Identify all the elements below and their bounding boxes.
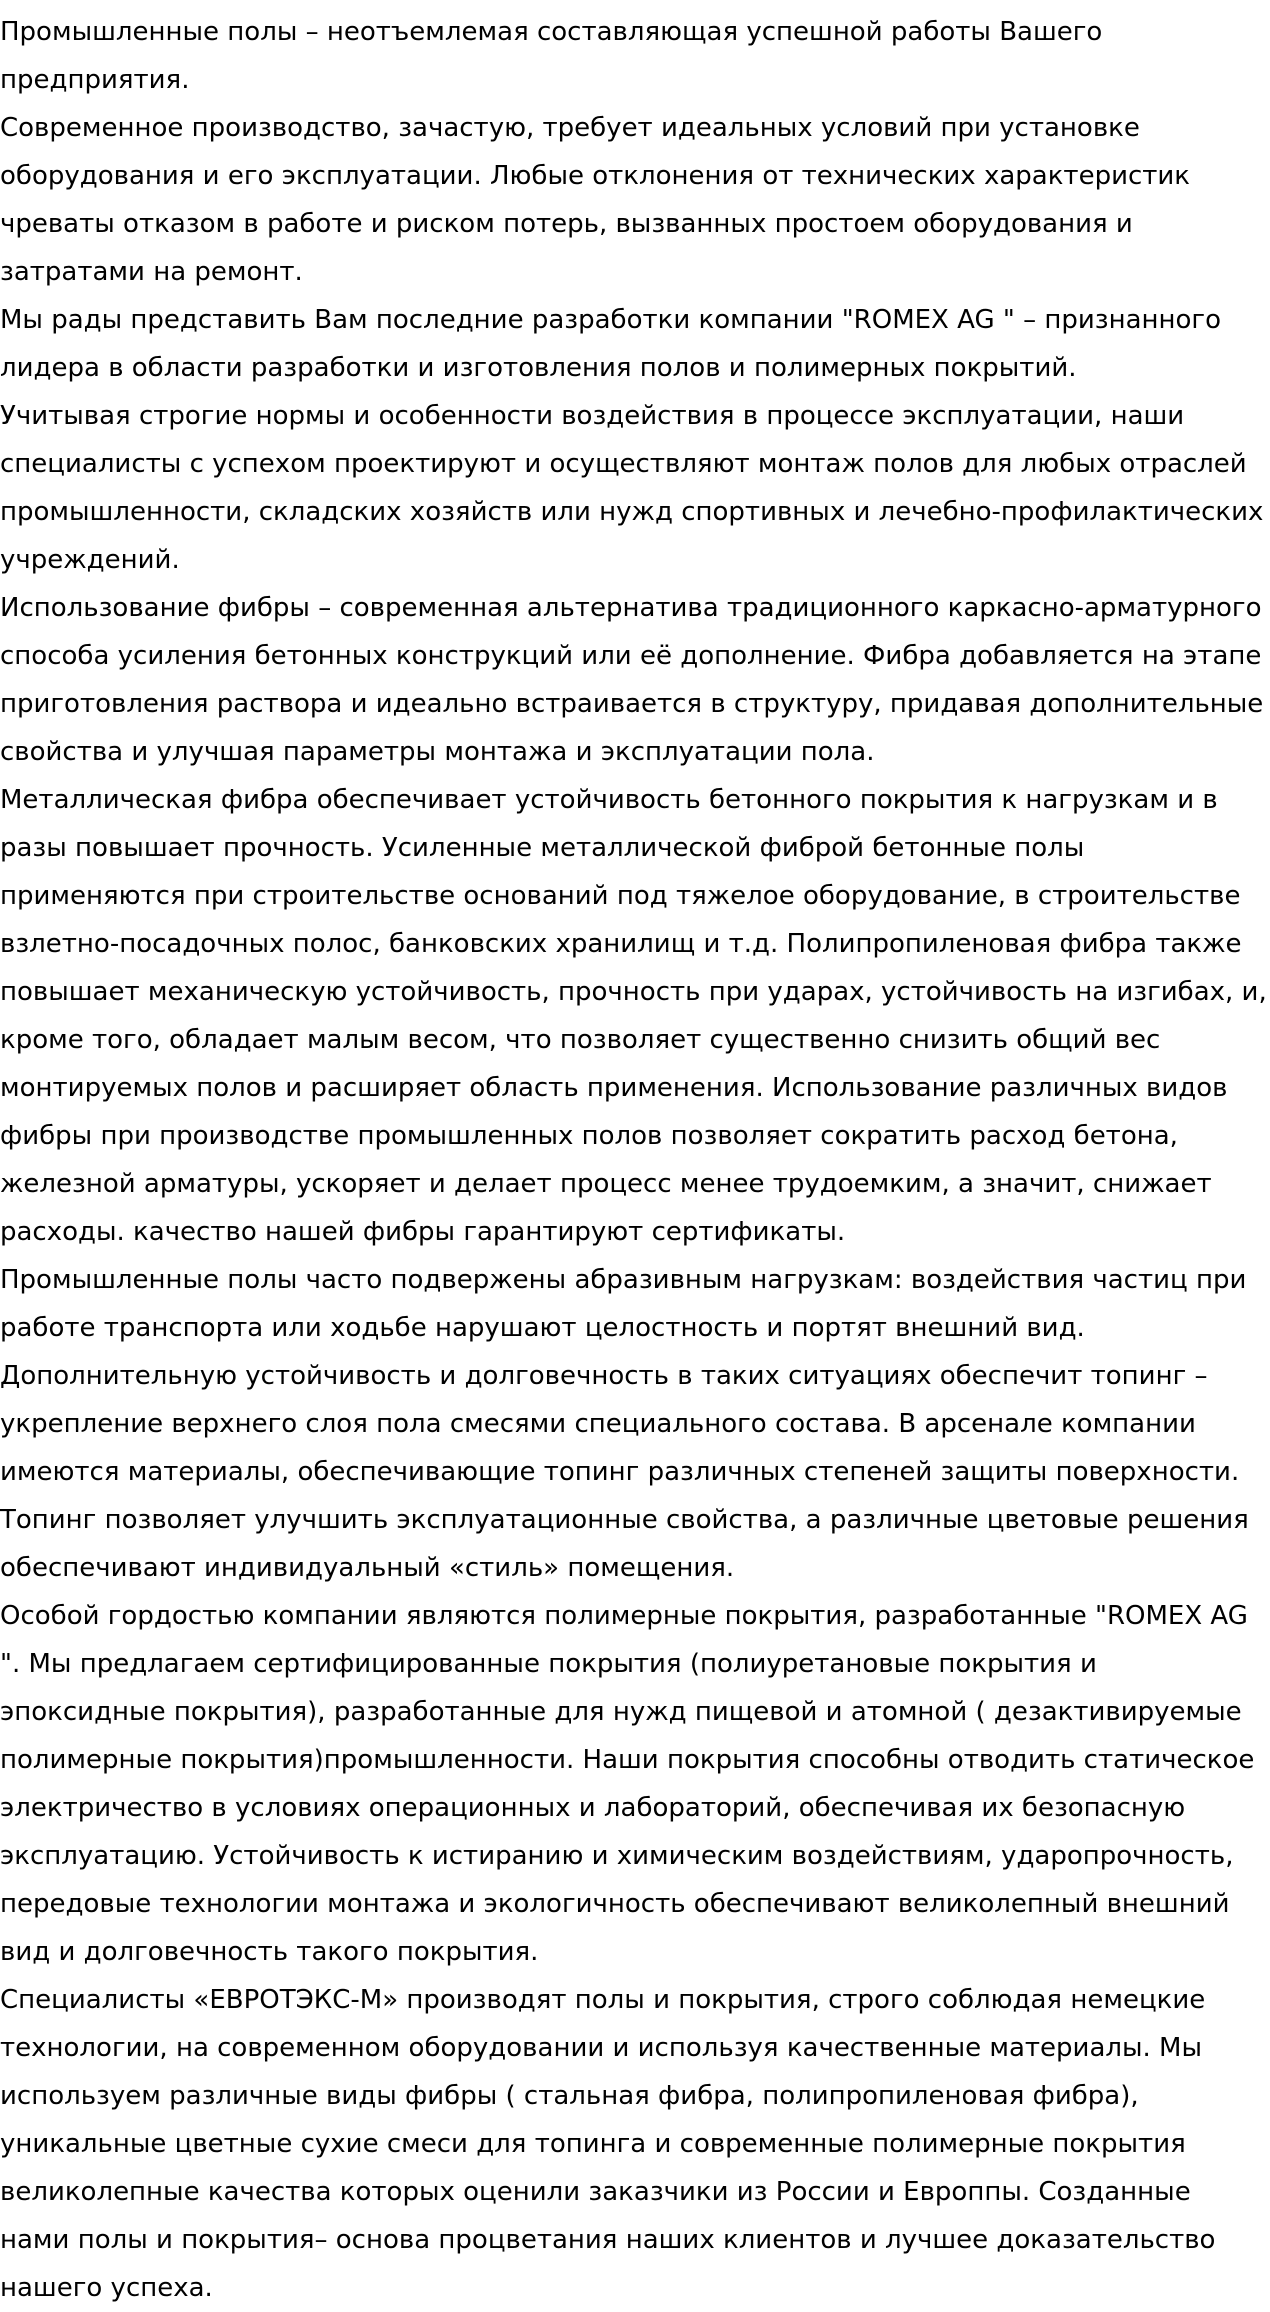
paragraph-topping: Промышленные полы часто подвержены абразивным нагрузкам: воздействия частиц при работе транспорта или ходьбе нарушают целостность и портят внешний вид. Дополнительную устойчивость и долговечность в таких ситуациях обеспечит топинг – укрепление верхнего слоя пола смесями специального состава. В арсенале компании имеются материалы, обеспечивающие топинг различных степеней защиты поверхности. Топинг позволяет улучшить эксплуатационные свойства, а различные цветовые решения обеспечивают индивидуальный «стиль» помещения. bbox=[0, 1265, 1249, 1583]
paragraph-fiber-usage: Использование фибры – современная альтернатива традиционного каркасно-арматурного способа усиления бетонных конструкций или её дополнение. Фибра добавляется на этапе приготовления раствора и идеально встраивается в структуру, придавая дополнительные свойства и улучшая параметры монтажа и эксплуатации пола. bbox=[0, 593, 1264, 767]
paragraph-modern-production: Современное производство, зачастую, требует идеальных условий при установке оборудования и его эксплуатации. Любые отклонения от технических характеристик чреваты отказом в работе и риском потерь, вызванных простоем оборудования и затратами на ремонт. bbox=[0, 113, 1191, 287]
paragraph-metal-fiber: Металлическая фибра обеспечивает устойчивость бетонного покрытия к нагрузкам и в разы повышает прочность. Усиленные металлической фиброй бетонные полы применяются при строительстве оснований под тяжелое оборудование, в строительстве взлетно-посадочных полос, банковских хранилищ и т.д. Полипропиленовая фибра также повышает механическую устойчивость, прочность при ударах, устойчивость на изгибах, и, кроме того, обладает малым весом, что позволяет существенно снизить общий вес монтируемых полов и расширяет область применения. Использование различных видов фибры при производстве промышленных полов позволяет сократить расход бетона, железной арматуры, ускоряет и делает процесс менее трудоемким, а значит, снижает расходы. качество нашей фибры гарантируют сертификаты. bbox=[0, 785, 1267, 1247]
paragraph-romex-presentation: Мы рады представить Вам последние разработки компании "ROMEX AG " – признанного лидера в области разработки и изготовления полов и полимерных покрытий. bbox=[0, 305, 1221, 383]
paragraph-eurotex: Специалисты «ЕВРОТЭКС-М» производят полы и покрытия, строго соблюдая немецкие технологии, на современном оборудовании и используя качественные материалы. Мы используем различные виды фибры ( стальная фибра, полипропиленовая фибра), уникальные цветные сухие смеси для топинга и современные полимерные покрытия великолепные качества которых оценили заказчики из России и Европпы. Созданные нами полы и покрытия– основа процветания наших клиентов и лучшее доказательство нашего успеха. bbox=[0, 1985, 1216, 2303]
paragraph-polymer-coatings: Особой гордостью компании являются полимерные покрытия, разработанные "ROMEX AG ". Мы предлагаем сертифицированные покрытия (полиуретановые покрытия и эпоксидные покрытия), разработанные для нужд пищевой и атомной ( дезактивируемые полимерные покрытия)промышленности. Наши покрытия способны отводить статическое электричество в условиях операционных и лабораторий, обеспечивая их безопасную эксплуатацию. Устойчивость к истиранию и химическим воздействиям, ударопрочность, передовые технологии монтажа и экологичность обеспечивают великолепный внешний вид и долговечность такого покрытия. bbox=[0, 1601, 1255, 1967]
article-body bbox=[0, 8, 1268, 2312]
paragraph-intro: Промышленные полы – неотъемлемая составляющая успешной работы Вашего предприятия. bbox=[0, 17, 1103, 95]
paragraph-specialists: Учитывая строгие нормы и особенности воздействия в процессе эксплуатации, наши специалисты с успехом проектируют и осуществляют монтаж полов для любых отраслей промышленности, складских хозяйств или нужд спортивных и лечебно-профилактических учреждений. bbox=[0, 401, 1264, 575]
